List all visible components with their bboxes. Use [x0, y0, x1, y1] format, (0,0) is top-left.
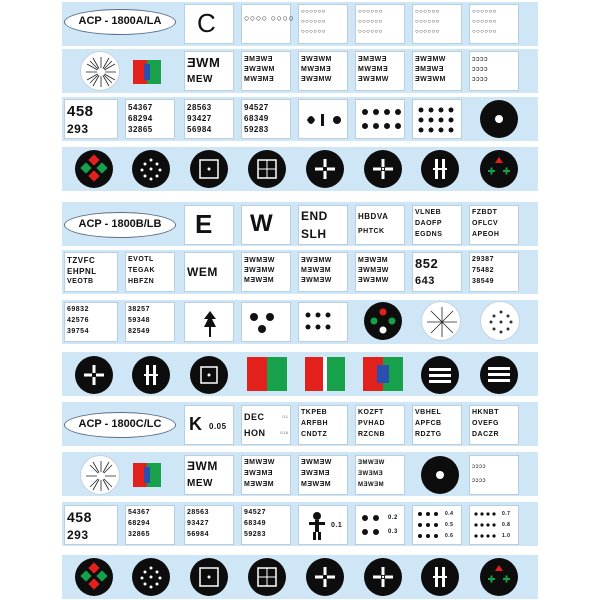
- worth-four-dot-icon: [364, 302, 402, 340]
- square-target-icon: [190, 356, 228, 394]
- red-green-test-icon: [133, 60, 161, 84]
- chart-tile: 852 643: [412, 252, 462, 292]
- fixation-disc-icon: [480, 100, 518, 138]
- double-bar-icon: [421, 558, 459, 596]
- chart-tile: HKNBT OVEFG DACZR: [469, 405, 519, 445]
- chart-tile: ○○○○○○ ○○○○○○ ○○○○○○: [412, 4, 462, 44]
- color-cross-icon: [480, 150, 518, 188]
- picture-chart-tile: [298, 99, 348, 139]
- chart-tile: 69832 42576 39754: [64, 302, 118, 342]
- dot-ring-icon: [480, 301, 520, 341]
- picture-chart-tile: 0.7 0.8 1.0: [469, 505, 519, 545]
- chart-tile: ƎWM MEW: [184, 51, 234, 91]
- model-label: ACP - 1800B/LB: [64, 212, 176, 238]
- chart-tile: ƎMWƎW ƎWƎMƎ MƎWƎM: [355, 455, 405, 495]
- chart-tile: ɔɔɔɔ ɔɔɔɔ ɔɔɔɔ: [469, 51, 519, 91]
- worth-four-dot-icon: [75, 150, 113, 188]
- chart-tile: VBHEL APFCB RDZTG: [412, 405, 462, 445]
- chart-tile: ○○○○○○ ○○○○○○ ○○○○○○: [298, 4, 348, 44]
- chart-tile: TZVFC EHPNL VEOTB: [64, 252, 118, 292]
- picture-chart-tile: [241, 302, 291, 342]
- chart-tile: ƎWƎWM MWƎMƎ ƎWƎMW: [298, 51, 348, 91]
- chart-tile: W: [241, 205, 291, 245]
- picture-chart-tile: [184, 302, 234, 342]
- chart-tile: ƎMƎWƎ ƎWƎWM MWƎMƎ: [241, 51, 291, 91]
- astigmatism-dial-icon: [80, 455, 120, 495]
- chart-tile: 458 293: [64, 505, 118, 545]
- chart-tile: 54367 68294 32865: [125, 505, 175, 545]
- chart-tile: KOZFT PVHAD RZCNB: [355, 405, 405, 445]
- model-label: ACP - 1800C/LC: [64, 412, 176, 438]
- chart-tile: ƎWMƎW ƎWƎMW MƎWƎM: [241, 252, 291, 292]
- picture-chart-tile: 0.2 0.3: [355, 505, 405, 545]
- chart-tile: ɔɔɔɔ ɔɔɔɔ: [469, 455, 519, 495]
- cross-icon: [75, 356, 113, 394]
- red-green-test-icon: [247, 357, 287, 391]
- square-target-icon: [190, 150, 228, 188]
- chart-tile: K 0.05: [184, 405, 234, 445]
- astigmatism-dial-icon: [80, 51, 120, 91]
- cross-icon: [306, 150, 344, 188]
- astigmatism-dial-icon: [421, 301, 461, 341]
- picture-chart-tile: [412, 99, 462, 139]
- chart-tile: FZBDT OFLCV APEOH: [469, 205, 519, 245]
- picture-chart-tile: 0.1: [298, 505, 348, 545]
- cross-icon: [364, 150, 402, 188]
- chart-tile: C: [184, 4, 234, 44]
- dot-pattern-icon: [132, 150, 170, 188]
- double-bar-icon: [132, 356, 170, 394]
- model-label: ACP - 1800A/LA: [64, 9, 176, 35]
- chart-tile: ƎWMƎW ƎWƎMƎ MƎWƎM: [298, 455, 348, 495]
- chart-tile: ○○○○○○ ○○○○○○ ○○○○○○: [355, 4, 405, 44]
- dot-pattern-icon: [132, 558, 170, 596]
- chart-tile: 38257 59348 82549: [125, 302, 175, 342]
- letter-disc-icon: [421, 356, 459, 394]
- square-target-icon: [190, 558, 228, 596]
- chart-tile: HBDVA PHTCK: [355, 205, 405, 245]
- chart-tile: DEC HON 0.1 0.16: [241, 405, 291, 445]
- double-bar-icon: [421, 150, 459, 188]
- chart-tile: MƎWƎM ƎWMƎW ƎWƎMW: [355, 252, 405, 292]
- chart-tile: ƎMWƎW ƎWƎMƎ MƎWƎM: [241, 455, 291, 495]
- chart-tile: WEM: [184, 252, 234, 292]
- picture-chart-tile: 0.4 0.5 0.6: [412, 505, 462, 545]
- chart-tile: 458 293: [64, 99, 118, 139]
- cross-icon: [306, 558, 344, 596]
- chart-tile: 29387 75482 38549: [469, 252, 519, 292]
- chart-tile: 94527 68349 59283: [241, 505, 291, 545]
- picture-chart-tile: [355, 99, 405, 139]
- chart-tile: ƎWƎMW MƎWƎM ƎWMƎW: [298, 252, 348, 292]
- color-cross-icon: [480, 558, 518, 596]
- chart-tile: ○○○○ ○○○○: [241, 4, 291, 44]
- picture-chart-tile: [298, 302, 348, 342]
- chart-tile: EVOTL TEGAK HBFZN: [125, 252, 175, 292]
- fixation-disc-icon: [421, 456, 459, 494]
- letter-disc-icon: [480, 356, 518, 394]
- square-cross-icon: [248, 150, 286, 188]
- chart-tile: 28563 93427 56984: [184, 505, 234, 545]
- chart-tile: ƎWM MEW: [184, 455, 234, 495]
- chart-tile: E: [184, 205, 234, 245]
- square-cross-icon: [248, 558, 286, 596]
- chart-tile: VLNEB DAOFP EGDNS: [412, 205, 462, 245]
- red-green-test-icon: [305, 357, 345, 391]
- red-green-test-icon: [363, 357, 403, 391]
- chart-tile: 28563 93427 56984: [184, 99, 234, 139]
- chart-tile: END SLH: [298, 205, 348, 245]
- worth-four-dot-icon: [75, 558, 113, 596]
- chart-tile: 94527 68349 59283: [241, 99, 291, 139]
- chart-tile: 54367 68294 32865: [125, 99, 175, 139]
- red-green-test-icon: [133, 463, 161, 487]
- chart-tile: ○○○○○○ ○○○○○○ ○○○○○○: [469, 4, 519, 44]
- cross-icon: [364, 558, 402, 596]
- chart-tile: ƎWƎMW ƎMƎWƎ ƎWƎWM: [412, 51, 462, 91]
- chart-tile: TKPEB ARFBH CNDTZ: [298, 405, 348, 445]
- chart-tile: ƎMƎWƎ MWƎMƎ ƎWƎMW: [355, 51, 405, 91]
